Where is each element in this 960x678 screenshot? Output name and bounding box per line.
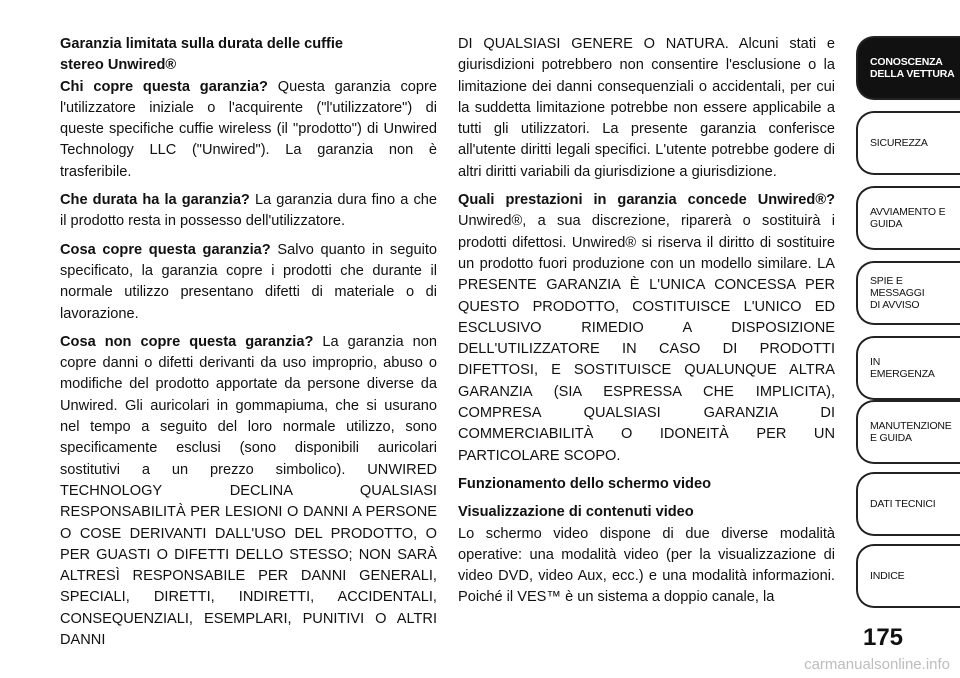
heading-duration: Che durata ha la garanzia? [60,192,250,209]
text-who-covered: Questa garanzia copre l'utilizzatore iniziale o l'acquirente ("l'utilizzatore") di queste specifiche cuffie wireless (il "prodotto") di Unwired Technology LLC ("Unwired"). La garanzia non è trasferibile. [60,78,437,180]
right-column [458,34,835,616]
paragraph-warranty-service [458,190,835,467]
subheading-video-viewing: Visualizzazione di contenuti video [458,504,694,521]
paragraph-what-covered [60,240,437,325]
tab-indice[interactable]: INDICE [856,544,960,608]
tab-dati-tecnici[interactable]: DATI TECNICI [856,472,960,536]
paragraph-continued: DI QUALSIASI GENERE O NATURA. Alcuni stati e giurisdizioni potrebbero non consentire l'esclusione o la limitazione dei danni consequenziali o accidentali, per cui la suddetta limitazione potrebbe non essere applicabile a tutti gli utilizzatori. La presente garanzia conferisce all'utente diritti legali specifici. L'utente potrebbe godere di altri diritti variabili da giurisdizione a giurisdizione. [458,36,835,180]
warranty-title-line2: stereo Unwired® [60,57,177,74]
chapter-sidebar [856,0,960,678]
tab-spie-e-messaggi[interactable]: SPIE E MESSAGGI DI AVVISO [856,261,960,325]
text-duration: La garanzia dura fino a che il prodotto resta in possesso dell'utilizzatore. [60,192,437,230]
heading-not-covered: Cosa non copre questa garanzia? [60,333,314,350]
text-what-covered: Salvo quanto in seguito specificato, la garanzia copre i prodotti che durante il normale utilizzo presentano difetti di materiale o di lavorazione. [60,241,437,322]
left-column [60,34,437,658]
tab-conoscenza-della-vettura[interactable]: CONOSCENZA DELLA VETTURA [856,36,960,100]
warranty-title-line1: Garanzia limitata sulla durata delle cuffie [60,36,344,52]
paragraph-who-covered [60,77,437,183]
paragraph-duration [60,190,437,233]
tab-sicurezza[interactable]: SICUREZZA [856,111,960,175]
text-video-viewing: Lo schermo video dispone di due diverse modalità operative: una modalità video (per la visualizzazione di video DVD, video Aux, ecc.) e una modalità informazioni. Poiché il VES™ è un sistema a doppio canale, la [458,525,835,606]
paragraph-not-covered [60,332,437,651]
heading-who-covered: Chi copre questa garanzia? [60,78,268,95]
paragraph-video-viewing [458,502,835,608]
text-not-covered: La garanzia non copre danni o difetti derivanti da uso improprio, abuso o modifiche del prodotto apportate da persone diverse da Unwired. Gli auricolari in gommapiuma, che si usurano nel tempo a seguito del loro normale utilizzo, sono specificamente esclusi (sono disponibili auricolari sostitutivi a un prezzo simbolico). UNWIRED TECHNOLOGY DECLINA QUALSIASI RESPONSABILITÀ PER LESIONI O DANNI A PERSONE O COSE DERIVANTI DALL'USO DEL PRODOTTO, O PER GUASTI O DIFETTI DELLO STESSO; NON SARÀ ALTRESÌ RESPONSABILE PER DANNI GENERALI, SPECIALI, DIRETTI, INDIRETTI, ACCIDENTALI, CONSEQUENZIALI, ESEMPLARI, PUNITIVI O ALTRI DANNI [60,333,437,649]
page-number: 175 [862,624,904,651]
tab-in-emergenza[interactable]: IN EMERGENZA [856,336,960,400]
section-heading-video-screen: Funzionamento dello schermo video [458,475,711,492]
warranty-title [60,34,437,77]
watermark: carmanualsonline.info [804,656,950,673]
heading-warranty-service: Quali prestazioni in garanzia concede Unwired®? [458,192,835,209]
text-warranty-service: Unwired®, a sua discrezione, riparerà o sostituirà i prodotti difettosi. Unwired® si riserva il diritto di sostituire un prodotto fuori produzione con un modello similare. LA PRESENTE GARANZIA È L'UNICA CONCESSA PER QUESTO PRODOTTO, COSTITUISCE L'UNICO ED ESCLUSIVO RIMEDIO A DISPOSIZIONE DELL'UTILIZZATORE IN CASO DI PRODOTTI DIFETTOSI, E SOSTITUISCE QUALUNQUE ALTRA GARANZIA (SIA ESPRESSA CHE IMPLICITA), COMPRESA QUALSIASI GARANZIA DI COMMERCIABILITÀ O IDONEITÀ PER UN PARTICOLARE SCOPO. [458,213,835,464]
tab-avviamento-e-guida[interactable]: AVVIAMENTO E GUIDA [856,186,960,250]
tab-manutenzione-e-guida[interactable]: MANUTENZIONE E GUIDA [856,400,960,464]
heading-what-covered: Cosa copre questa garanzia? [60,241,271,258]
